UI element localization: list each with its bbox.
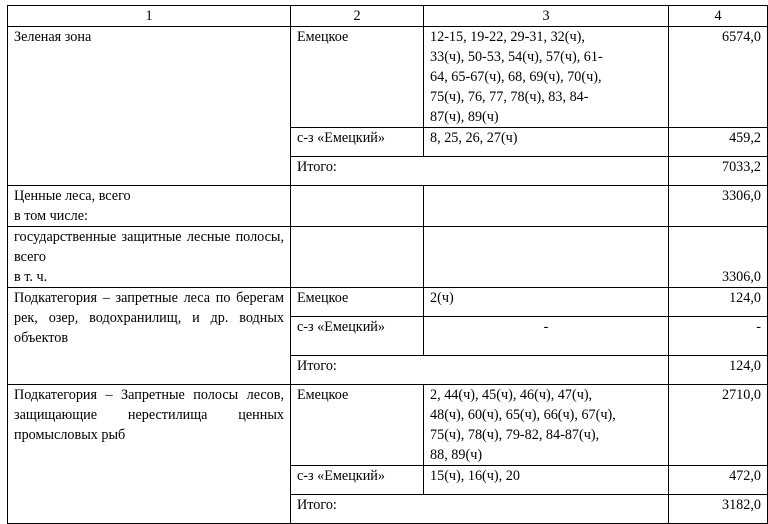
table-row: [8, 288, 768, 317]
forestry-cell: [291, 186, 424, 227]
forest-categories-table: [7, 5, 768, 524]
category-text: государственные защитные лесные полосы, всего в т. ч.: [14, 229, 284, 285]
area-cell: -: [669, 317, 768, 356]
quarters-cell: 12-15, 19-22, 29-31, 32(ч), 33(ч), 50-53, 54(ч), 57(ч), 61- 64, 65-67(ч), 68, 69(ч), 70(ч), 75(ч), 76, 77, 78(ч), 83, 84- 87(ч), 89(ч): [424, 27, 669, 128]
total-label: Итого:: [291, 495, 669, 524]
forestry-cell: Емецкое: [291, 385, 424, 466]
header-row: [8, 6, 768, 27]
category-cell: [8, 227, 291, 288]
area-cell: 3306,0: [669, 227, 768, 288]
area-cell: 2710,0: [669, 385, 768, 466]
table-row: [8, 385, 768, 466]
forestry-cell: с-з «Емецкий»: [291, 317, 424, 356]
quarters-cell: -: [424, 317, 669, 356]
forestry-cell: [291, 227, 424, 288]
table-row: [8, 227, 768, 288]
forestry-cell: с-з «Емецкий»: [291, 466, 424, 495]
area-cell: 3306,0: [669, 186, 768, 227]
quarters-cell: 2, 44(ч), 45(ч), 46(ч), 47(ч), 48(ч), 60(ч), 65(ч), 66(ч), 67(ч), 75(ч), 78(ч), 79-82, 84-87(ч), 88, 89(ч): [424, 385, 669, 466]
total-area: 124,0: [669, 356, 768, 385]
area-cell: 459,2: [669, 128, 768, 157]
category-cell: Подкатегория – Запретные полосы лесов, защищающие нерестилища ценных промысловых рыб: [8, 385, 291, 524]
total-label: Итого:: [291, 157, 669, 186]
area-cell: 124,0: [669, 288, 768, 317]
total-area: 7033,2: [669, 157, 768, 186]
quarters-cell: 2(ч): [424, 288, 669, 317]
area-cell: 472,0: [669, 466, 768, 495]
total-label: Итого:: [291, 356, 669, 385]
header-col-3: 3: [424, 6, 669, 27]
area-cell: 6574,0: [669, 27, 768, 128]
header-col-2: 2: [291, 6, 424, 27]
table-row: [8, 186, 768, 227]
category-cell: Подкатегория – запретные леса по берегам рек, озер, водохранилищ, и др. водных объектов: [8, 288, 291, 385]
total-area: 3182,0: [669, 495, 768, 524]
forestry-cell: Емецкое: [291, 27, 424, 128]
quarters-cell: 8, 25, 26, 27(ч): [424, 128, 669, 157]
table-row: [8, 27, 768, 128]
quarters-cell: [424, 186, 669, 227]
category-cell: Зеленая зона: [8, 27, 291, 186]
header-col-4: 4: [669, 6, 768, 27]
header-col-1: 1: [8, 6, 291, 27]
quarters-cell: 15(ч), 16(ч), 20: [424, 466, 669, 495]
category-cell: Ценные леса, всего в том числе:: [8, 186, 291, 227]
quarters-cell: [424, 227, 669, 288]
forestry-cell: с-з «Емецкий»: [291, 128, 424, 157]
forestry-cell: Емецкое: [291, 288, 424, 317]
